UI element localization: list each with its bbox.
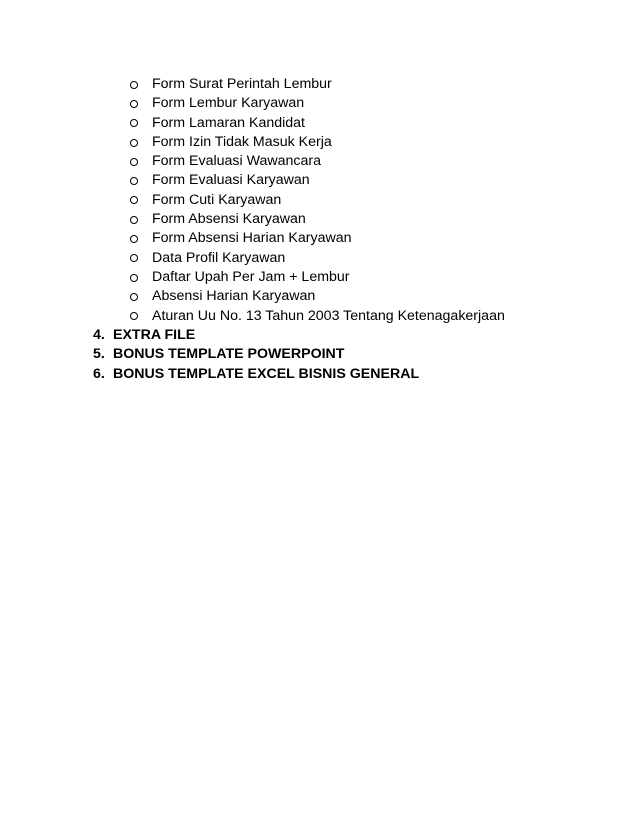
list-item xyxy=(128,191,505,210)
hollow-circle-bullet-icon xyxy=(130,119,138,127)
hollow-circle-bullet-icon xyxy=(130,293,138,301)
list-item-text: Form Absensi Karyawan xyxy=(152,211,306,228)
numbered-item xyxy=(93,365,419,384)
hollow-circle-bullet-icon xyxy=(130,81,138,89)
hollow-circle-bullet-icon xyxy=(130,235,138,243)
list-item xyxy=(128,75,505,94)
numbered-item xyxy=(93,345,419,364)
main-numbered-list xyxy=(93,326,419,384)
item-label: BONUS TEMPLATE POWERPOINT xyxy=(113,346,345,363)
list-item xyxy=(128,307,505,326)
hollow-circle-bullet-icon xyxy=(130,196,138,204)
sub-item-list xyxy=(128,75,505,326)
list-item xyxy=(128,249,505,268)
hollow-circle-bullet-icon xyxy=(130,158,138,166)
list-item-text: Form Cuti Karyawan xyxy=(152,191,282,208)
list-item-text: Form Izin Tidak Masuk Kerja xyxy=(152,133,332,150)
list-item-text: Form Evaluasi Karyawan xyxy=(152,172,310,189)
list-item xyxy=(128,229,505,248)
list-item-text: Aturan Uu No. 13 Tahun 2003 Tentang Ketenagakerjaan xyxy=(152,307,505,324)
list-item xyxy=(128,133,505,152)
list-item xyxy=(128,210,505,229)
list-item xyxy=(128,268,505,287)
list-item-text: Absensi Harian Karyawan xyxy=(152,288,316,305)
hollow-circle-bullet-icon xyxy=(130,100,138,108)
list-item-text: Form Lembur Karyawan xyxy=(152,95,305,112)
hollow-circle-bullet-icon xyxy=(130,139,138,147)
item-number: 4. xyxy=(93,327,105,343)
item-number: 6. xyxy=(93,365,105,382)
list-item xyxy=(128,94,505,113)
list-item-text: Data Profil Karyawan xyxy=(152,249,286,266)
item-label: BONUS TEMPLATE EXCEL BISNIS GENERAL xyxy=(113,365,420,382)
hollow-circle-bullet-icon xyxy=(130,274,138,282)
hollow-circle-bullet-icon xyxy=(130,177,138,185)
list-item-text: Form Surat Perintah Lembur xyxy=(152,76,332,92)
numbered-item xyxy=(93,326,419,345)
list-item-text: Form Lamaran Kandidat xyxy=(152,114,305,131)
list-item xyxy=(128,152,505,171)
hollow-circle-bullet-icon xyxy=(130,254,138,262)
item-label: EXTRA FILE xyxy=(113,327,196,343)
list-item-text: Form Evaluasi Wawancara xyxy=(152,153,321,170)
list-item-text: Form Absensi Harian Karyawan xyxy=(152,230,352,247)
list-item xyxy=(128,114,505,133)
list-item xyxy=(128,287,505,306)
list-item-text: Daftar Upah Per Jam + Lembur xyxy=(152,268,350,285)
hollow-circle-bullet-icon xyxy=(130,312,138,320)
hollow-circle-bullet-icon xyxy=(130,216,138,224)
item-number: 5. xyxy=(93,346,105,363)
list-item xyxy=(128,171,505,190)
